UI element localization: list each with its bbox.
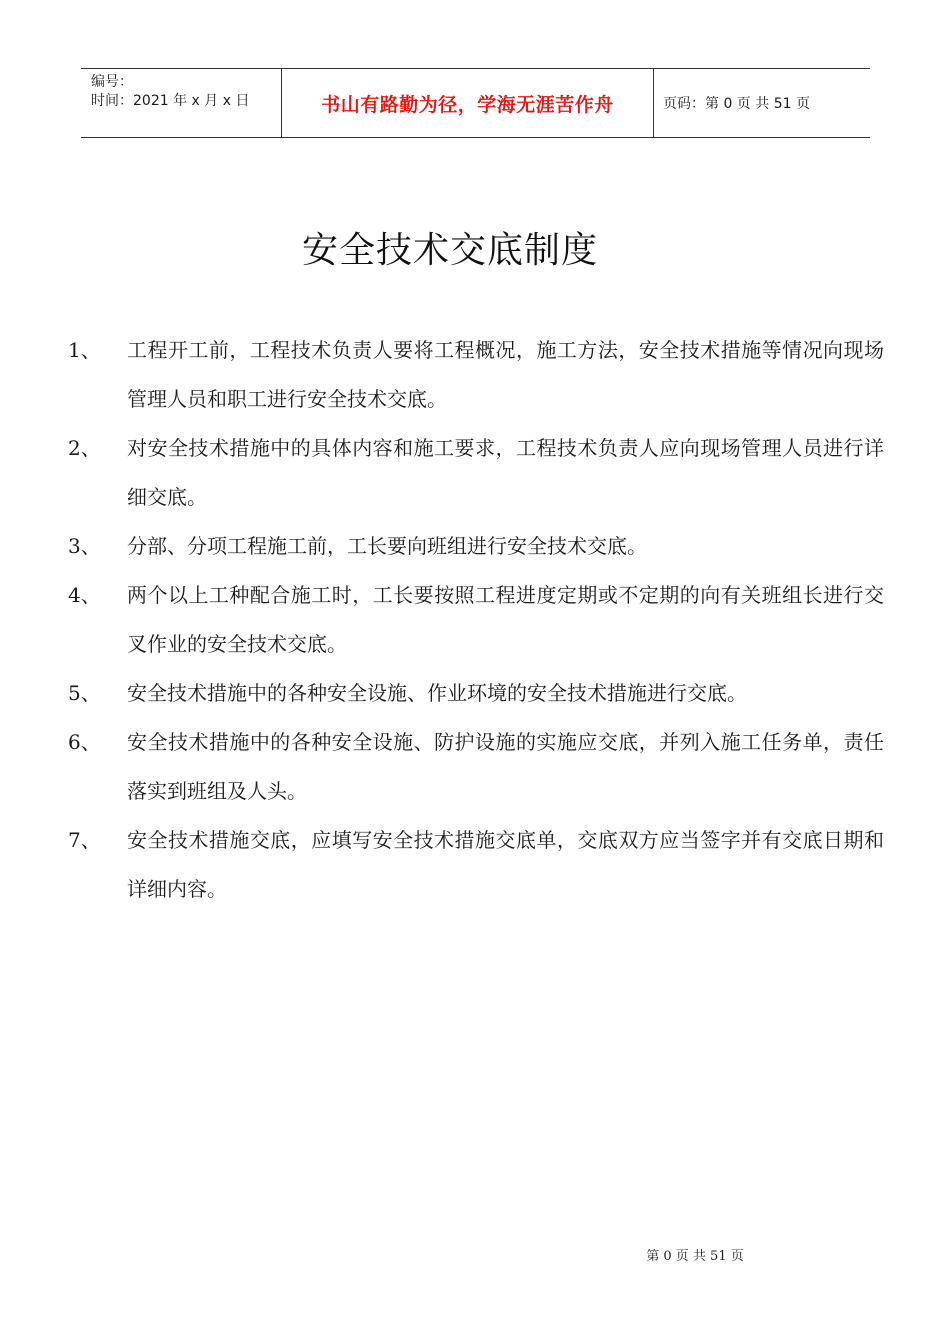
page-header [81, 68, 870, 138]
item-number: 6、 [68, 730, 101, 754]
item-text: 工程开工前，工程技术负责人要将工程概况，施工方法，安全技术措施等情况向现场管理人员和职工进行安全技术交底。 [127, 338, 884, 411]
item-text: 对安全技术措施中的具体内容和施工要求，工程技术负责人应向现场管理人员进行详细交底。 [127, 436, 884, 509]
item-number: 1、 [68, 338, 101, 362]
header-motto: 书山有路勤为径，学海无涯苦作舟 [281, 69, 654, 137]
header-page-info: 页码：第 0 页 共 51 页 [663, 96, 810, 112]
list-item [68, 522, 884, 571]
list-item [68, 424, 884, 522]
item-number: 5、 [68, 681, 101, 705]
item-number: 3、 [68, 534, 101, 558]
item-number: 4、 [68, 583, 101, 607]
document-number-label: 编号： [91, 74, 133, 90]
page-footer: 第 0 页 共 51 页 [646, 1249, 744, 1264]
rules-list [68, 326, 884, 914]
list-item [68, 816, 884, 914]
item-number: 7、 [68, 828, 101, 852]
list-item [68, 326, 884, 424]
list-item [68, 718, 884, 816]
list-item [68, 571, 884, 669]
document-title: 安全技术交底制度 [301, 230, 598, 271]
list-item [68, 669, 884, 718]
item-text: 安全技术措施中的各种安全设施、防护设施的实施应交底，并列入施工任务单，责任落实到班组及人头。 [127, 730, 884, 803]
item-text: 安全技术措施交底，应填写安全技术措施交底单，交底双方应当签字并有交底日期和详细内容。 [127, 828, 884, 901]
document-date: 时间：2021 年 x 月 x 日 [91, 93, 250, 109]
item-text: 分部、分项工程施工前，工长要向班组进行安全技术交底。 [127, 534, 647, 558]
header-meta [81, 69, 281, 137]
item-text: 两个以上工种配合施工时，工长要按照工程进度定期或不定期的向有关班组长进行交叉作业的安全技术交底。 [127, 583, 884, 656]
item-number: 2、 [68, 436, 101, 460]
item-text: 安全技术措施中的各种安全设施、作业环境的安全技术措施进行交底。 [127, 681, 747, 705]
